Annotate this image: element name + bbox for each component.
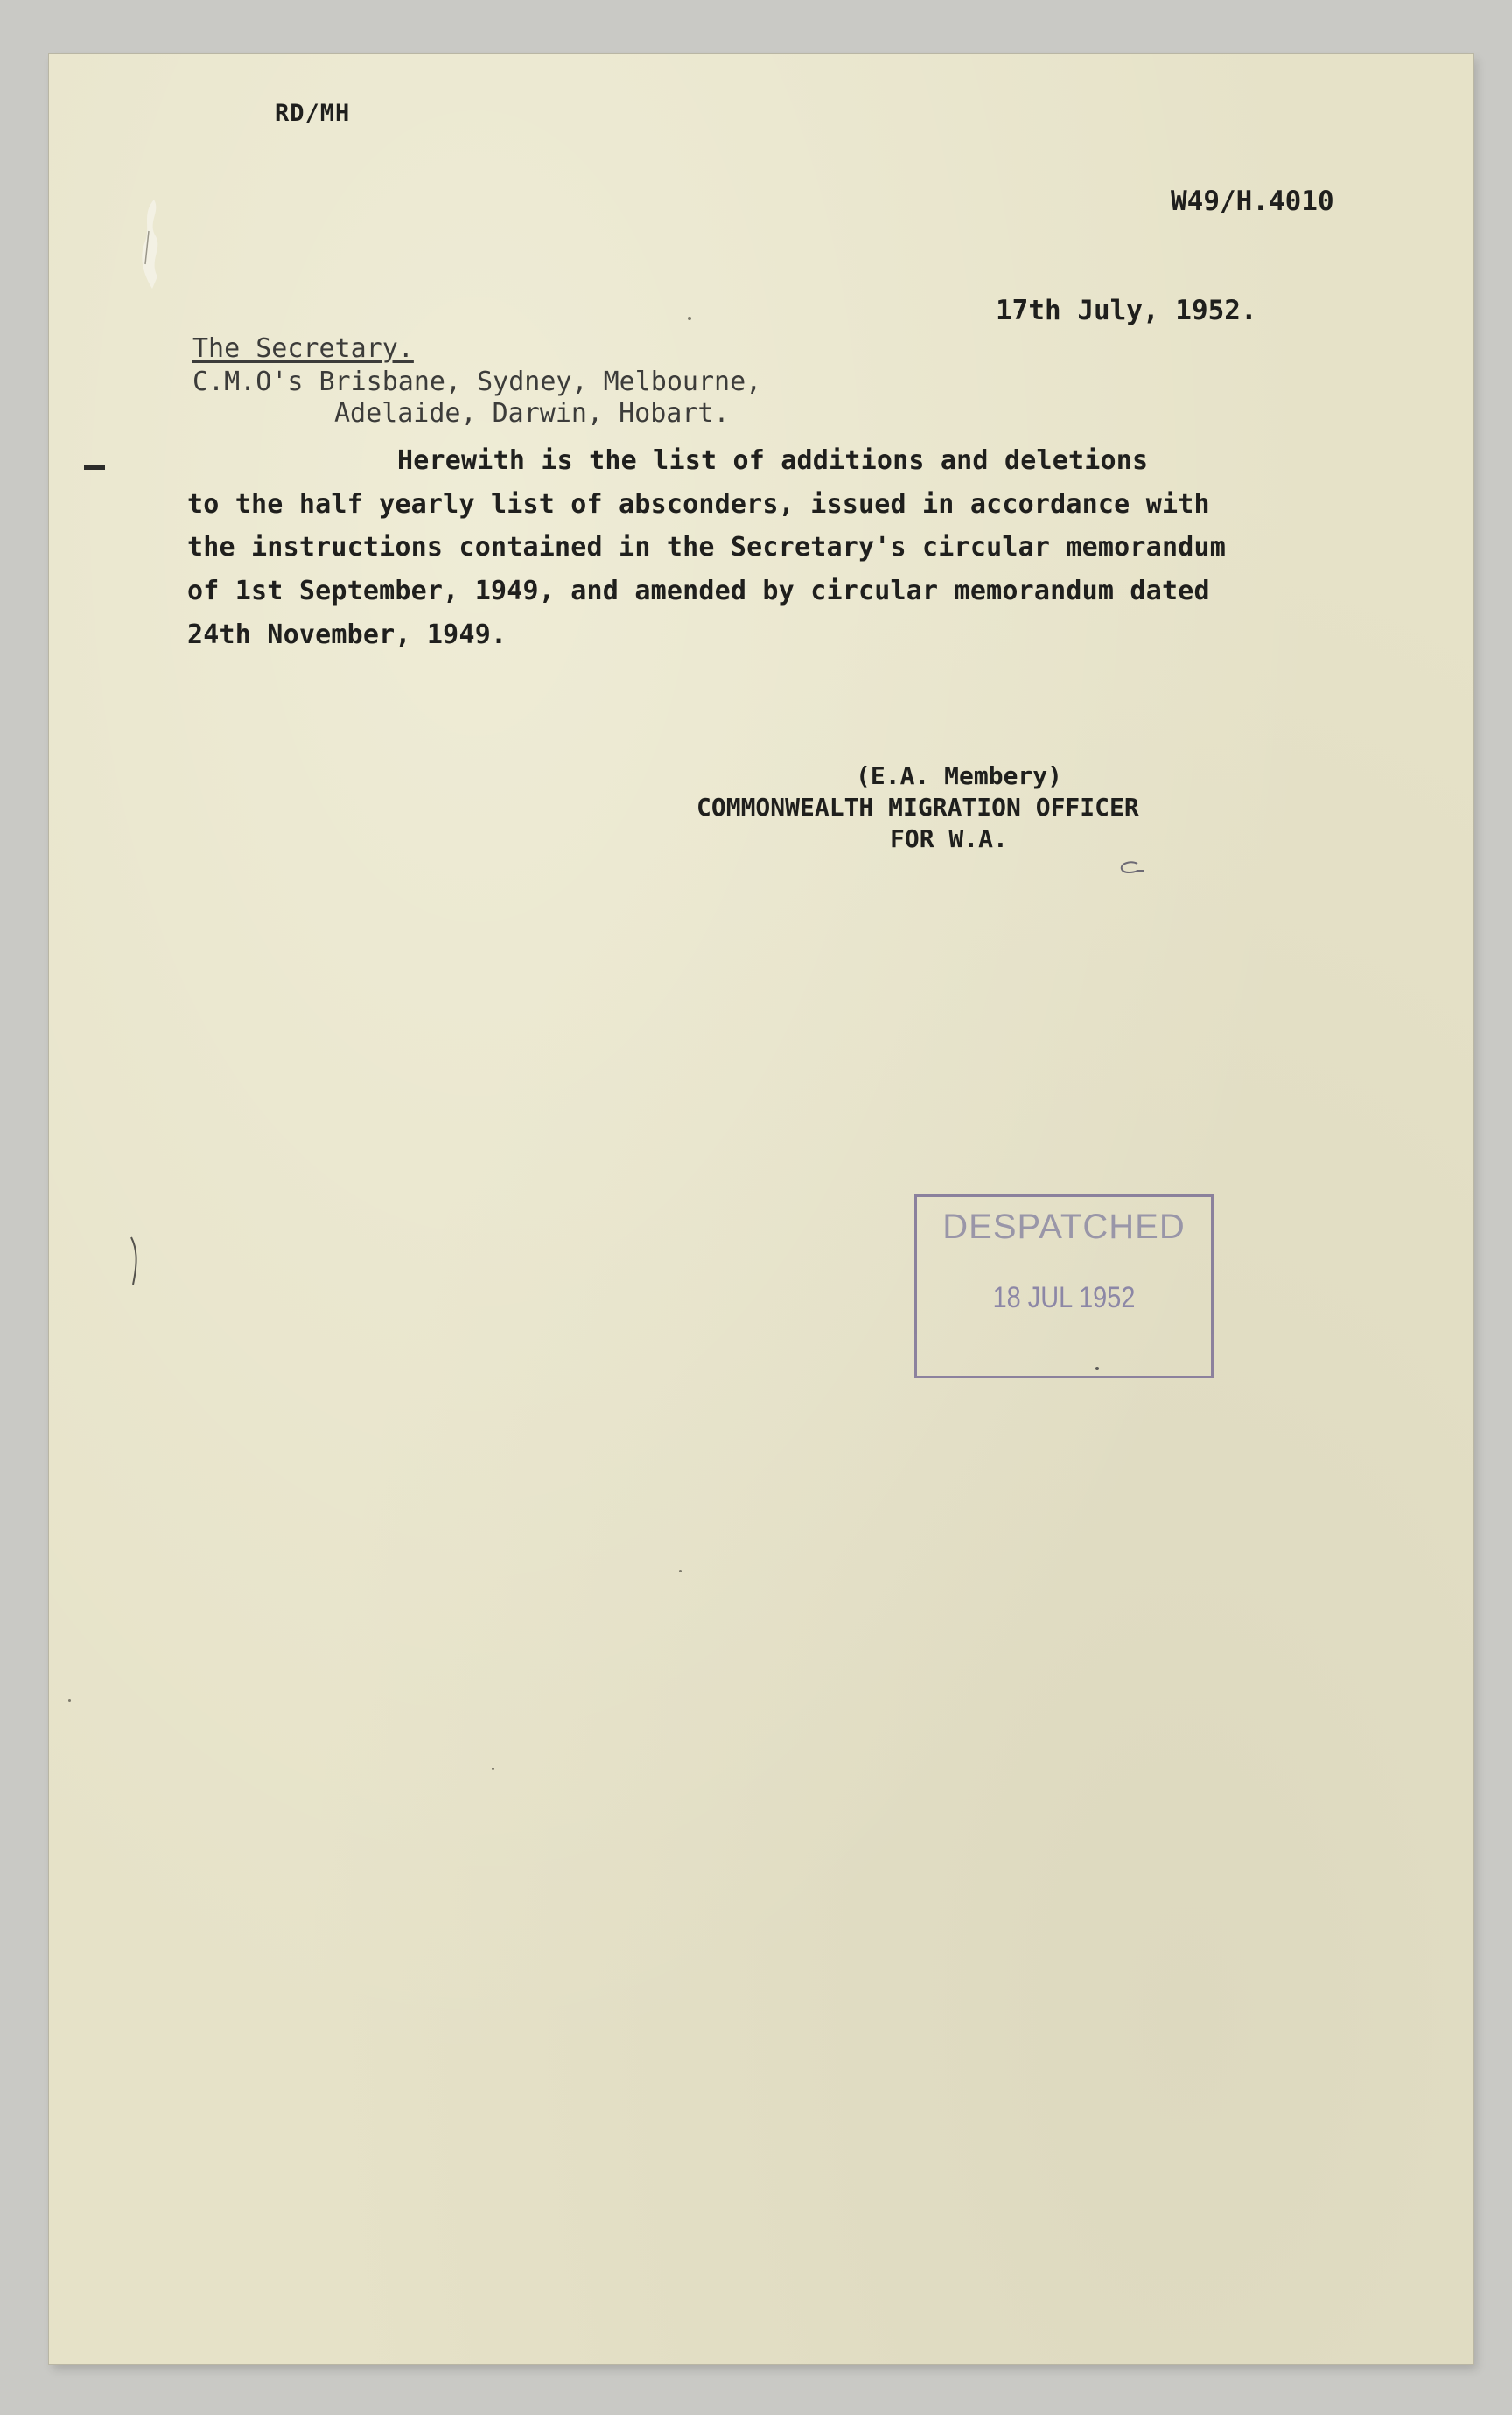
signatory-title: COMMONWEALTH MIGRATION OFFICER <box>696 793 1139 822</box>
stamp-date: 18 JUL 1952 <box>992 1281 1136 1314</box>
addressee-line-1: The Secretary. <box>192 333 414 364</box>
addressee-line-3: Adelaide, Darwin, Hobart. <box>334 398 730 429</box>
margin-dash <box>84 466 105 470</box>
margin-pencil-mark-icon <box>128 1236 140 1288</box>
paper-speck <box>492 1768 494 1770</box>
body-line: the instructions contained in the Secretary's circular memorandum <box>187 532 1226 563</box>
body-line: 24th November, 1949. <box>187 620 508 650</box>
body-line: Herewith is the list of additions and deletions <box>397 445 1149 476</box>
despatched-stamp <box>914 1194 1214 1378</box>
document-page <box>49 54 1474 2364</box>
letter-date: 17th July, 1952. <box>996 295 1257 326</box>
paper-speck <box>68 1699 71 1702</box>
paper-speck <box>679 1570 682 1572</box>
stamp-label: DESPATCHED <box>942 1208 1186 1246</box>
body-line: of 1st September, 1949, and amended by circular memorandum dated <box>187 576 1210 606</box>
pencil-initial-icon <box>1118 860 1146 876</box>
stamp-dot <box>1096 1367 1099 1370</box>
paper-blemish-icon <box>136 196 168 292</box>
paper-speck <box>688 317 691 320</box>
addressee-line-2: C.M.O's Brisbane, Sydney, Melbourne, <box>192 367 762 397</box>
reference-initials: RD/MH <box>275 100 351 127</box>
signatory-name: (E.A. Membery) <box>856 761 1063 790</box>
file-number: W49/H.4010 <box>1171 186 1334 217</box>
body-line: to the half yearly list of absconders, issued in accordance with <box>187 489 1210 520</box>
signatory-location: FOR W.A. <box>890 824 1008 853</box>
